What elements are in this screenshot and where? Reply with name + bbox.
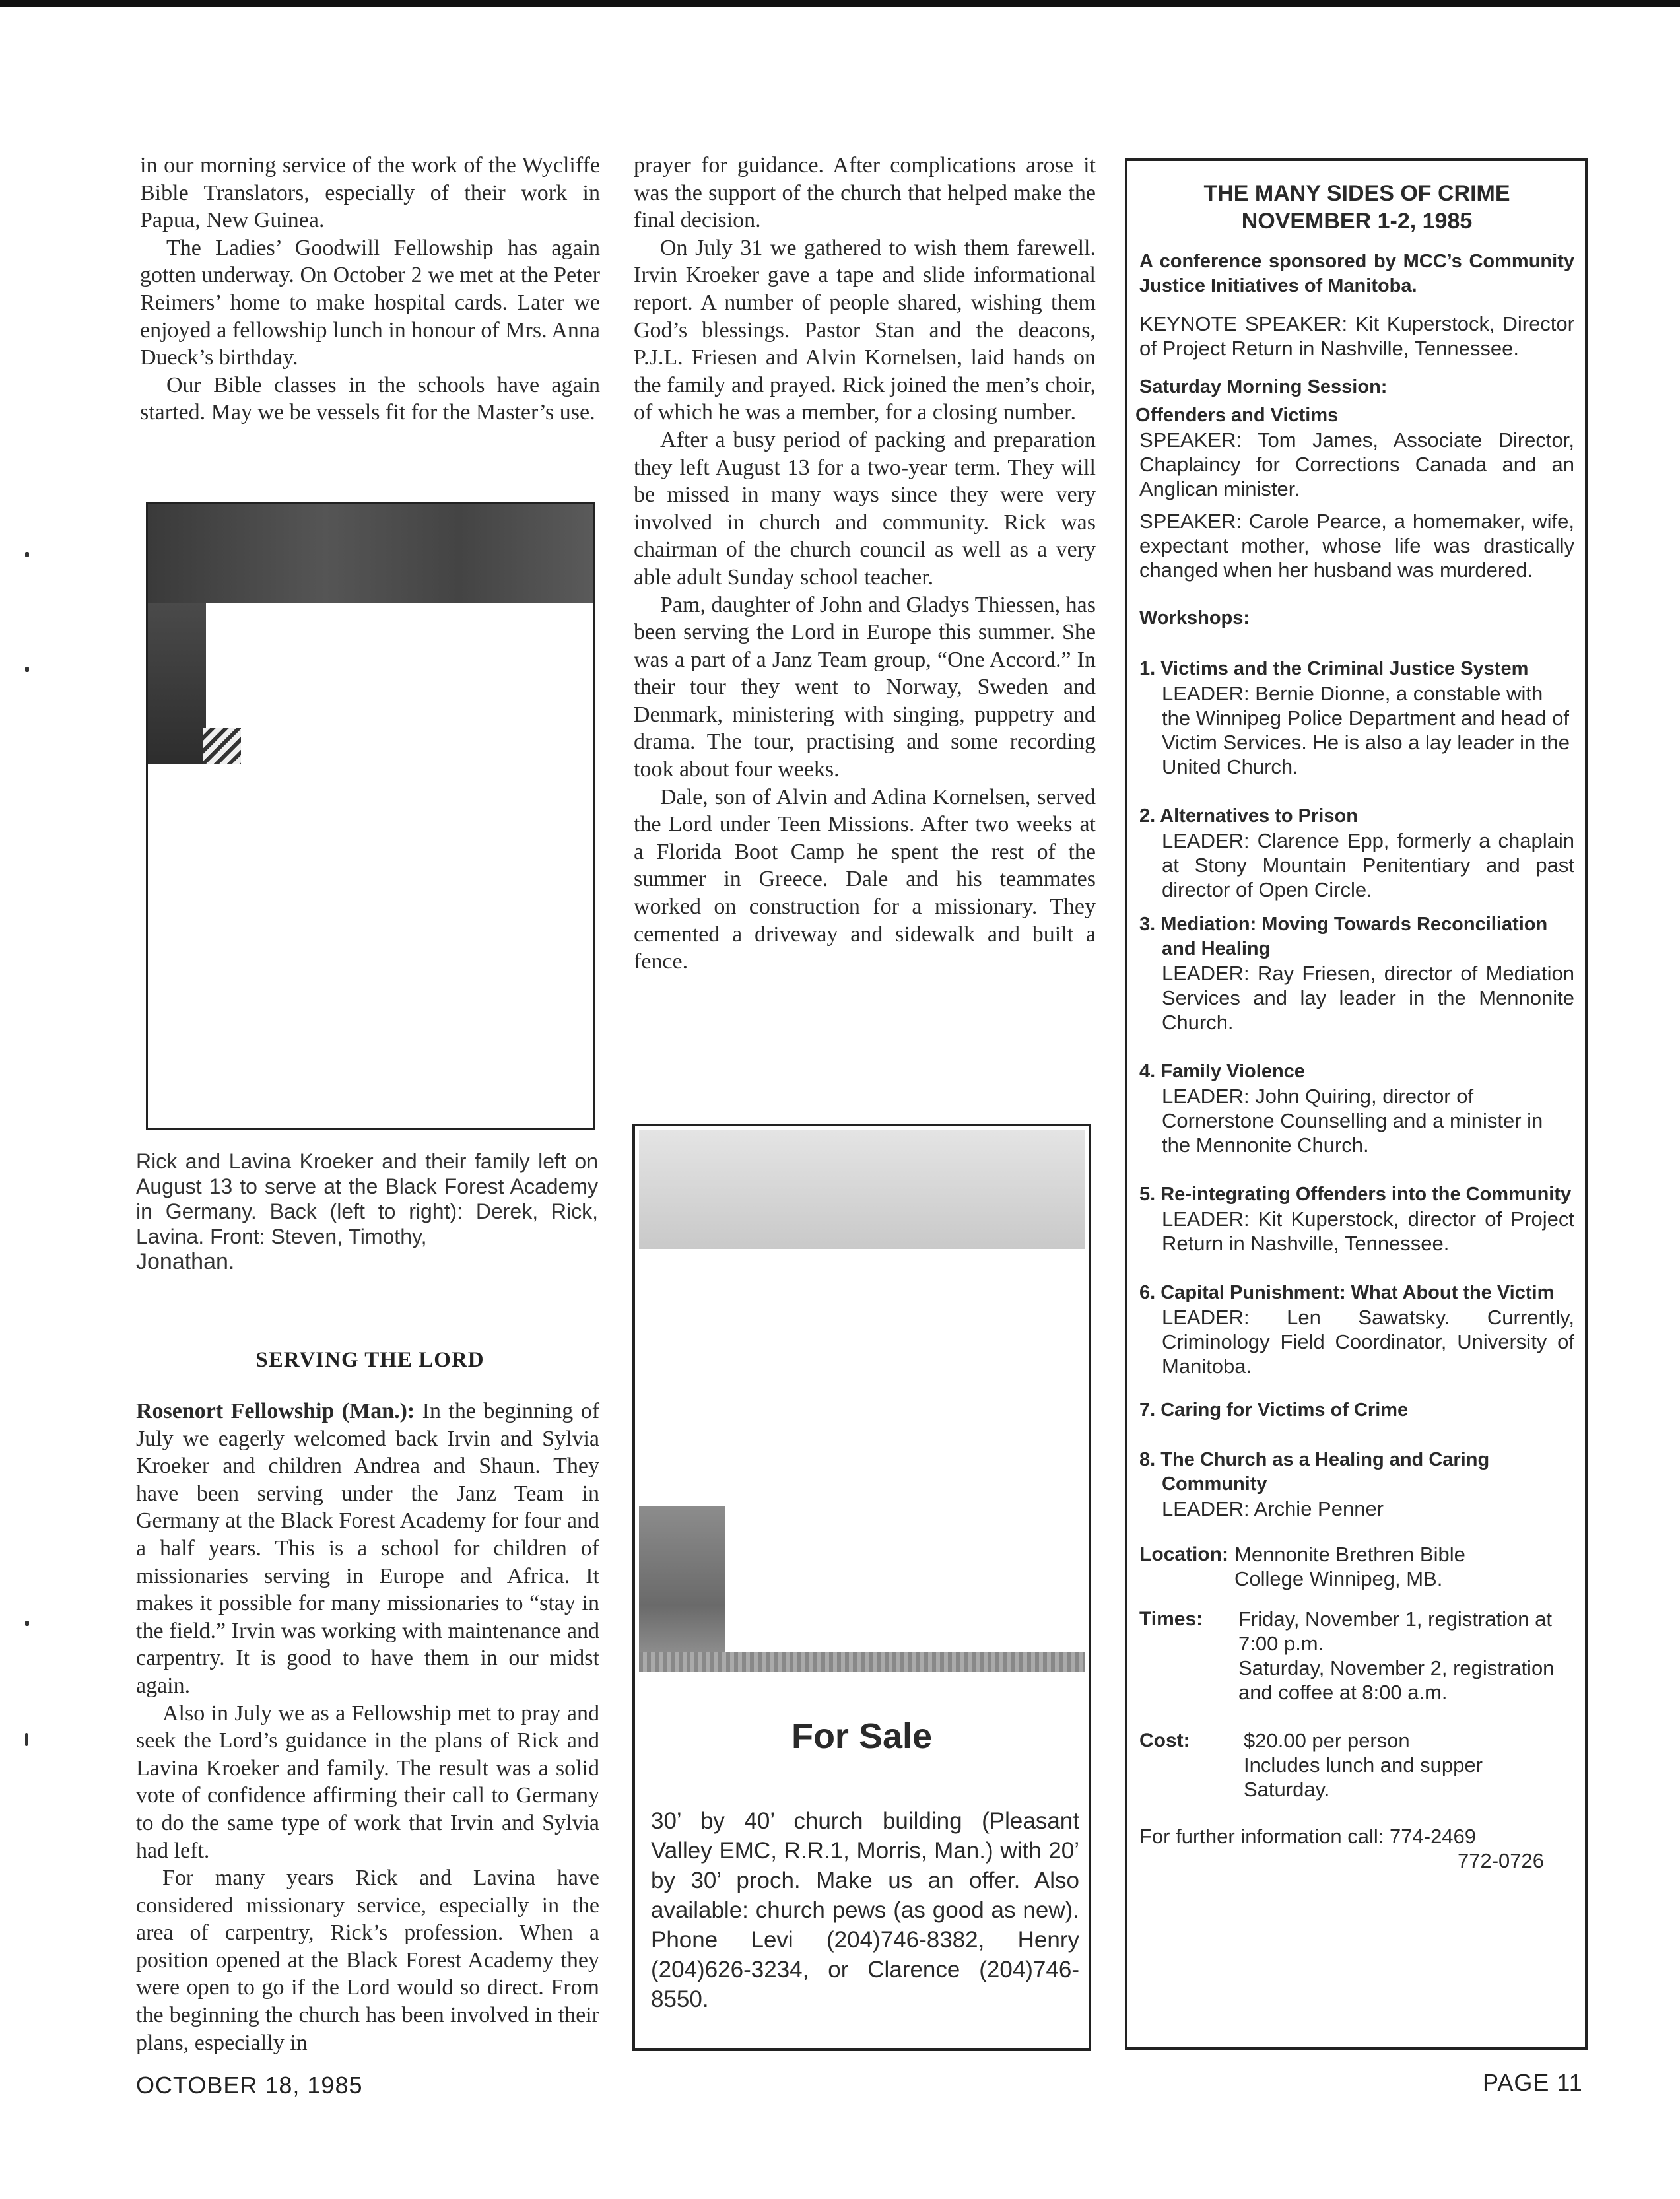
scan-mark xyxy=(25,1733,28,1746)
for-sale-body: 30’ by 40’ church building (Pleasant Valley EMC, R.R.1, Morris, Man.) with 20’ by 30’ proch. Make us an offer. Also available: church pews (as good as new). Phone Levi (204)746-8382, Henry (204)626-3234, or Clarence (204)746-8550. xyxy=(651,1808,1079,2012)
speaker: SPEAKER: Carole Pearce, a homemaker, wife, expectant mother, whose life was drastically changed when her husband was murdered. xyxy=(1139,510,1574,582)
conference-date: NOVEMBER 1-2, 1985 xyxy=(1241,209,1473,234)
scan-mark xyxy=(25,667,29,672)
workshop-item xyxy=(1139,1182,1574,1256)
photo-area xyxy=(203,728,241,764)
times-label: Times: xyxy=(1139,1608,1203,1630)
column-1-top xyxy=(140,152,600,426)
workshop-title: 7. Caring for Victims of Crime xyxy=(1139,1400,1409,1421)
workshop-leader: LEADER: Ray Friesen, director of Mediation Services and lay leader in the Mennonite Church. xyxy=(1162,962,1574,1034)
location-label: Location: xyxy=(1139,1543,1228,1565)
fellowship-label: Rosenort Fellowship (Man.): xyxy=(136,1399,415,1423)
workshop-item xyxy=(1139,1060,1574,1157)
caption-text: Jonathan. xyxy=(136,1249,235,1274)
cost-amount: $20.00 per person xyxy=(1244,1729,1410,1752)
paragraph: After a busy period of packing and preparation they left August 13 for a two-year term. They will be missed in many ways since they were very involved in church and community. Rick was chairman of the church council as well as a very able adult Sunday school teacher. xyxy=(634,427,1096,590)
photo-area xyxy=(639,1130,1085,1249)
workshop-item xyxy=(1139,1398,1574,1423)
speaker: SPEAKER: Tom James, Associate Director, Chaplaincy for Corrections Canada and an Anglican minister. xyxy=(1139,428,1574,500)
sponsor-text: A conference sponsored by MCC’s Community Justice Initiatives of Manitoba. xyxy=(1139,251,1574,296)
workshop-item xyxy=(1139,1448,1574,1521)
conference-title: THE MANY SIDES OF CRIME xyxy=(1203,181,1510,206)
workshop-leader: LEADER: Len Sawatsky. Currently, Criminology Field Coordinator, University of Manitoba. xyxy=(1162,1306,1574,1378)
workshop-title: 5. Re-integrating Offenders into the Community xyxy=(1139,1184,1572,1205)
workshop-title: 3. Mediation: Moving Towards Reconciliation and Healing xyxy=(1139,914,1548,959)
cost-includes: Includes lunch and supper Saturday. xyxy=(1244,1753,1483,1801)
location-row xyxy=(1139,1542,1574,1591)
photo-area xyxy=(148,603,206,764)
photo-blank-area xyxy=(725,1249,1085,1652)
workshops-label: Workshops: xyxy=(1139,607,1250,628)
workshop-leader: LEADER: Bernie Dionne, a constable with the Winnipeg Police Department and head of Victim Services. He is also a lay leader in the United Church. xyxy=(1162,682,1570,778)
workshop-item xyxy=(1139,657,1574,779)
conference-box xyxy=(1125,158,1588,2050)
photo-area xyxy=(148,504,593,603)
workshop-leader: LEADER: Archie Penner xyxy=(1162,1497,1384,1520)
photo-blank-area xyxy=(206,603,593,1128)
photo-caption xyxy=(136,1149,598,1274)
cost-row xyxy=(1139,1728,1574,1802)
scan-mark xyxy=(25,1621,29,1626)
paragraph: Our Bible classes in the schools have again started. May we be vessels fit for the Master’s use. xyxy=(140,372,600,425)
times-value xyxy=(1238,1607,1574,1705)
workshop-leader: LEADER: John Quiring, director of Cornerstone Counselling and a minister in the Mennonite Church. xyxy=(1162,1085,1543,1157)
paragraph: On July 31 we gathered to wish them farewell. Irvin Kroeker gave a tape and slide informational report. A number of people shared, wishing them God’s blessings. Pastor Stan and the deacons, P.J.L. Friesen and Alvin Kornelsen, laid hands on the family and prayed. Rick joined the men’s choir, of which he was a member, for a closing number. xyxy=(634,235,1096,425)
paragraph-text: In the beginning of July we eagerly welcomed back Irvin and Sylvia Kroeker and children Andrea and Shaun. They have been serving under the Janz Team in Germany at the Black Forest Academy for four and a half years. This is a school for children of missionaries serving in Europe and Africa. It makes it possible for many missionaries to “stay in the field.” Irvin was working with maintenance and carpentry. It is good to have them in our midst again. xyxy=(136,1399,600,1698)
paragraph: prayer for guidance. After complications arose it was the support of the church that helped make the final decision. xyxy=(634,153,1096,233)
page-top-border xyxy=(0,0,1680,7)
for-sale-ad xyxy=(632,1124,1091,2051)
photo-area xyxy=(639,1506,725,1672)
paragraph xyxy=(136,1398,599,1700)
location-value: Mennonite Brethren Bible College Winnipeg, MB. xyxy=(1234,1543,1465,1590)
workshop-title: 1. Victims and the Criminal Justice System xyxy=(1139,658,1529,679)
caption-text: Rick and Lavina Kroeker and their family left on August 13 to serve at the Black Forest Academy in Germany. Back (left to right): Derek, Rick, Lavina. Front: Steven, Timothy, xyxy=(136,1149,598,1248)
paragraph: in our morning service of the work of the Wycliffe Bible Translators, especially of their work in Papua, New Guinea. xyxy=(140,153,600,233)
scan-mark xyxy=(25,552,29,557)
issue-date: OCTOBER 18, 1985 xyxy=(136,2072,363,2099)
cost-label: Cost: xyxy=(1139,1730,1190,1751)
workshop-title: 4. Family Violence xyxy=(1139,1061,1305,1082)
workshop-title: 8. The Church as a Healing and Caring Community xyxy=(1139,1449,1490,1495)
column-2-top xyxy=(634,152,1096,976)
info-phone: 772-0726 xyxy=(1457,1849,1544,1872)
workshop-title: 2. Alternatives to Prison xyxy=(1139,805,1358,827)
times-row xyxy=(1139,1607,1574,1705)
family-photo xyxy=(146,502,595,1130)
section-heading: SERVING THE LORD xyxy=(255,1348,485,1372)
page-number: PAGE 11 xyxy=(1483,2069,1583,2096)
workshop-item xyxy=(1139,804,1574,902)
workshop-item xyxy=(1139,1281,1574,1378)
column-1-bottom xyxy=(136,1398,599,2056)
workshop-leader: LEADER: Kit Kuperstock, director of Project Return in Nashville, Tennessee. xyxy=(1162,1207,1574,1255)
paragraph: For many years Rick and Lavina have considered missionary service, especially in the area of carpentry, Rick’s profession. When a position opened at the Black Forest Academy they were open to go if the Lord would so direct. From the beginning the church has been involved in their plans, especially in xyxy=(136,1866,599,2055)
session-title: Saturday Morning Session: xyxy=(1139,376,1388,397)
for-sale-title: For Sale xyxy=(791,1716,933,1756)
paragraph: Pam, daughter of John and Gladys Thiessen, has been serving the Lord in Europe this summer. She was a part of a Janz Team group, “One Accord.” In their tour they went to Norway, Sweden and Denmark, ministering with singing, puppetry and drama. The tour, practising and some recording took about four weeks. xyxy=(634,592,1096,782)
paragraph: The Ladies’ Goodwill Fellowship has again gotten underway. On October 2 we met at the Peter Reimers’ home to make hospital cards. Later we enjoyed a fellowship lunch in honour of Mrs. Anna Dueck’s birthday. xyxy=(140,235,600,370)
paragraph: Also in July we as a Fellowship met to pray and seek the Lord’s guidance in the plans of Rick and Lavina Kroeker and family. The result was a solid vote of confidence affirming their call to Germany to do the same type of work that Irvin and Sylvia had left. xyxy=(136,1701,599,1863)
church-photo xyxy=(639,1130,1085,1677)
photo-area xyxy=(639,1652,1085,1672)
info-line: For further information call: 774-2469 xyxy=(1139,1825,1477,1848)
workshop-item xyxy=(1139,912,1574,1034)
times-saturday: Saturday, November 2, registration and coffee at 8:00 a.m. xyxy=(1238,1656,1555,1704)
cost-value xyxy=(1244,1728,1574,1802)
session-subtitle: Offenders and Victims xyxy=(1135,405,1339,426)
times-friday: Friday, November 1, registration at 7:00 p.m. xyxy=(1238,1607,1552,1655)
workshop-title: 6. Capital Punishment: What About the Victim xyxy=(1139,1282,1555,1303)
paragraph: Dale, son of Alvin and Adina Kornelsen, served the Lord under Teen Missions. After two weeks at a Florida Boot Camp he spent the rest of the summer in Greece. Dale and his teammates worked on construction for a missionary. They cemented a driveway and sidewalk and built a fence. xyxy=(634,784,1096,974)
workshop-leader: LEADER: Clarence Epp, formerly a chaplain at Stony Mountain Penitentiary and past director of Open Circle. xyxy=(1162,829,1574,901)
keynote-speaker: KEYNOTE SPEAKER: Kit Kuperstock, Director of Project Return in Nashville, Tennessee. xyxy=(1139,312,1574,360)
